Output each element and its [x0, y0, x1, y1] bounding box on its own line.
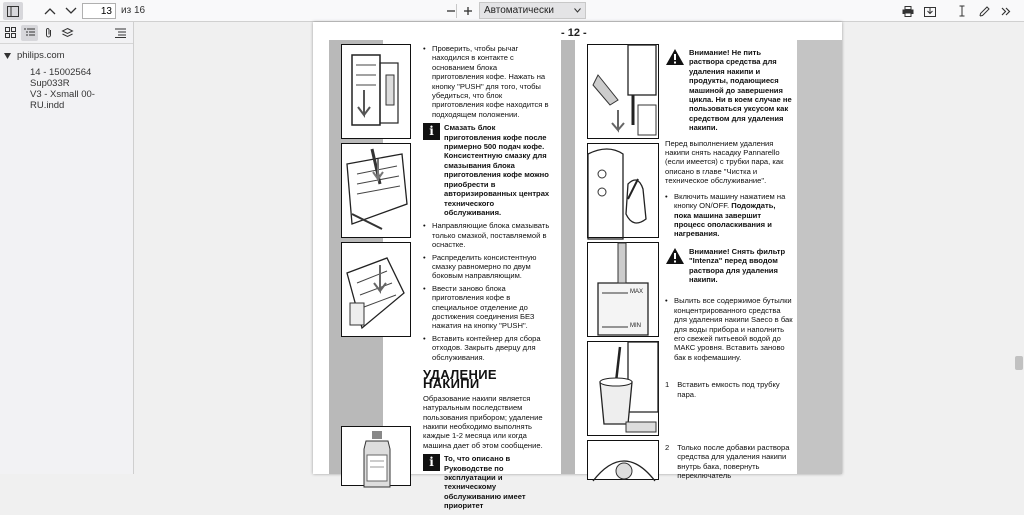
list-item-text: Вставить контейнер для сбора отходов. Закрыть дверцу для обслуживания.	[432, 333, 541, 362]
step-number: 1	[665, 380, 670, 390]
list-item: • Включить машину нажатием на кнопку ON/OFF. Подождать, пока машина завершит процесс ополаскивания и нагревания.	[665, 192, 793, 239]
document-viewer[interactable]	[135, 22, 1024, 511]
list-item-text: Проверить, чтобы рычаг находился в контакте с основанием блока приготовления кофе. Нажать на кнопку "PUSH" для того, чтобы убедиться, что блок приготовления кофе находится в подходящем положении.	[432, 44, 549, 119]
document-outline	[0, 44, 133, 115]
more-tools-button[interactable]	[996, 2, 1016, 20]
page-total-label: из 16	[121, 5, 146, 16]
steam-wand-illustration	[587, 44, 659, 139]
page-number-label: - 12 -	[561, 27, 587, 39]
on-off-button-illustration	[587, 143, 659, 238]
list-item-text: Распределить консистентную смазку равномерно по двум боковым направляющим.	[432, 252, 537, 281]
sidebar	[0, 22, 134, 474]
outline-item-label[interactable]: philips.com	[17, 50, 65, 61]
dropdown-arrow-icon	[574, 8, 581, 13]
double-chevron-right-icon	[1001, 7, 1011, 16]
save-button[interactable]	[920, 2, 940, 20]
list-item: • Распределить консистентную смазку равномерно по двум боковым направляющим.	[423, 253, 551, 281]
zoom-select[interactable]	[479, 2, 586, 19]
sidebar-icon	[7, 6, 19, 17]
numbered-step	[665, 443, 793, 481]
min-level-label: MIN	[630, 323, 641, 329]
info-icon: i	[423, 123, 440, 140]
warning-icon	[665, 48, 685, 66]
warning-note-text: Внимание! Снять фильтр "Intenza" перед вводом раствора для удаления накипи.	[689, 246, 786, 284]
paragraph: Образование накипи является натуральным последствием пользования прибором; удаление накипи необходимо выполнять каждые 1-2 месяца или когда машина дает об этом сообщение.	[423, 393, 543, 450]
list-item-text: Ввести заново блока приготовления кофе в специальное отделение до достижения соединения БЕЗ нажатия на кнопку "PUSH".	[432, 283, 535, 331]
warning-note	[665, 48, 793, 133]
save-icon	[924, 6, 936, 17]
scrollbar-thumb[interactable]	[1015, 356, 1023, 370]
list-item-text: Вылить все содержимое бутылки концентрированного средства для удаления накипи Saeco в бак для воды прибора и наполнить его свежей питьевой водой до МАКС уровня. Вставить заново бак в кофемашину.	[674, 296, 793, 362]
outline-icon	[24, 28, 35, 38]
info-note	[423, 123, 551, 217]
list-item: • Ввести заново блока приготовления кофе в специальное отделение до достижения соединения БЕЗ нажатия на кнопку "PUSH".	[423, 284, 551, 331]
vertical-scrollbar[interactable]	[1014, 22, 1024, 474]
numbered-step	[665, 380, 793, 399]
next-page-button[interactable]	[61, 2, 81, 20]
info-note-text: Смазать блок приготовления кофе после примерно 500 подач кофе. Консистентную смазку для смазывания блока приготовления кофе можно приобрести в авторизированных центрах технического обслуживания.	[444, 123, 550, 217]
warning-icon	[665, 247, 685, 265]
descaler-bottle-illustration	[341, 426, 411, 486]
minus-icon	[446, 6, 456, 16]
list-item-text-bold: Подождать, пока машина завершит процесс ополаскивания и нагревания.	[674, 201, 776, 239]
outline-tab[interactable]	[21, 25, 38, 41]
outline-child-label: 14 - 15002564 Sup033R	[30, 67, 92, 89]
info-icon: i	[423, 454, 440, 471]
pdf-toolbar	[0, 0, 1024, 22]
list-item-text	[674, 192, 793, 239]
sidebar-view-tabs	[0, 22, 133, 44]
pencil-icon	[979, 6, 990, 17]
zoom-in-button[interactable]	[458, 2, 478, 20]
layers-icon	[62, 28, 73, 38]
paperclip-icon	[44, 27, 53, 38]
step-number: 2	[665, 443, 670, 452]
chevron-up-icon	[44, 7, 56, 15]
section-heading: УДАЛЕНИЕ НАКИПИ	[423, 367, 497, 392]
print-button[interactable]	[898, 2, 918, 20]
page-gutter-strip	[561, 40, 575, 474]
zoom-select-value: Автоматически	[484, 5, 554, 16]
info-note-text: То, что описано в Руководстве по эксплуатации и техническому обслуживанию имеет приоритет	[444, 454, 526, 511]
list-item-text: Направляющие блока смазывать только смазкой, поставляемой в оснастке.	[432, 221, 550, 250]
draw-button[interactable]	[974, 2, 994, 20]
info-note	[423, 454, 551, 510]
warning-note-text: Внимание! Не пить раствора средства для удаления накипи и продукты, подающиеся машиной до завершения цикла. Ни в коем случае не пользоваться уксусом как средством для удаления накипи.	[689, 48, 792, 133]
thumbnails-icon	[5, 27, 16, 38]
attachments-tab[interactable]	[40, 25, 57, 41]
outline-child-label: V3 - Xsmall 00- RU.indd	[30, 89, 95, 111]
left-text-column	[423, 44, 551, 515]
page-margin-strip	[797, 40, 842, 474]
outline-child-item[interactable]	[4, 67, 129, 111]
pdf-page	[313, 22, 842, 511]
plus-icon	[463, 6, 473, 16]
warning-note	[665, 247, 793, 285]
sidebar-toggle-button[interactable]	[3, 2, 23, 20]
page-number-input[interactable]	[82, 3, 116, 19]
toolbar-divider	[456, 4, 457, 18]
water-tank-illustration	[587, 242, 659, 337]
toolbar-right-group	[898, 2, 1016, 20]
right-text-column	[665, 44, 793, 484]
current-outline-item-button[interactable]	[112, 25, 129, 41]
insert-brew-group-illustration	[341, 242, 411, 337]
thumbnails-tab[interactable]	[2, 25, 19, 41]
outline-find-icon	[115, 28, 126, 38]
chevron-down-icon	[65, 7, 77, 15]
list-item: • Направляющие блока смазывать только смазкой, поставляемой в оснастке.	[423, 221, 550, 250]
list-item: • Проверить, чтобы рычаг находился в контакте с основанием блока приготовления кофе. Нажать на кнопку "PUSH" для того, чтобы убедиться, что блок приготовления кофе находится в подходящем положении.	[423, 44, 551, 119]
list-item: • Вылить все содержимое бутылки концентрированного средства для удаления накипи Saeco в бак для воды прибора и наполнить его свежей питьевой водой до МАКС уровня. Вставить заново бак в кофемашину.	[665, 296, 793, 362]
toolbar-spacer	[942, 2, 950, 20]
previous-page-button[interactable]	[40, 2, 60, 20]
layers-tab[interactable]	[59, 25, 76, 41]
text-cursor-icon	[958, 5, 966, 17]
list-item-text-normal: Включить машину нажатием на кнопку ON/OFF.	[674, 191, 786, 211]
brew-group-illustration	[341, 44, 411, 139]
container-under-wand-illustration	[587, 341, 659, 436]
lubrication-illustration	[341, 143, 411, 238]
outline-item[interactable]	[4, 50, 129, 61]
step-text: Только после добавки раствора средства для удаления накипи внутрь бака, повернуть переключатель	[677, 443, 790, 481]
list-item: • Вставить контейнер для сбора отходов. Закрыть дверцу для обслуживания.	[423, 334, 551, 362]
print-icon	[902, 6, 914, 17]
step-text: Вставить емкость под трубку пара.	[677, 380, 780, 399]
selector-knob-illustration	[587, 440, 659, 480]
max-level-label: MAX	[630, 289, 644, 295]
expand-triangle-icon[interactable]	[4, 53, 11, 59]
paragraph: Перед выполнением удаления накипи снять насадку Pannarello (если имеется) с трубки пара, как описано в главе "Чистка и техническое обслуживание".	[665, 138, 784, 186]
text-select-button[interactable]	[952, 2, 972, 20]
